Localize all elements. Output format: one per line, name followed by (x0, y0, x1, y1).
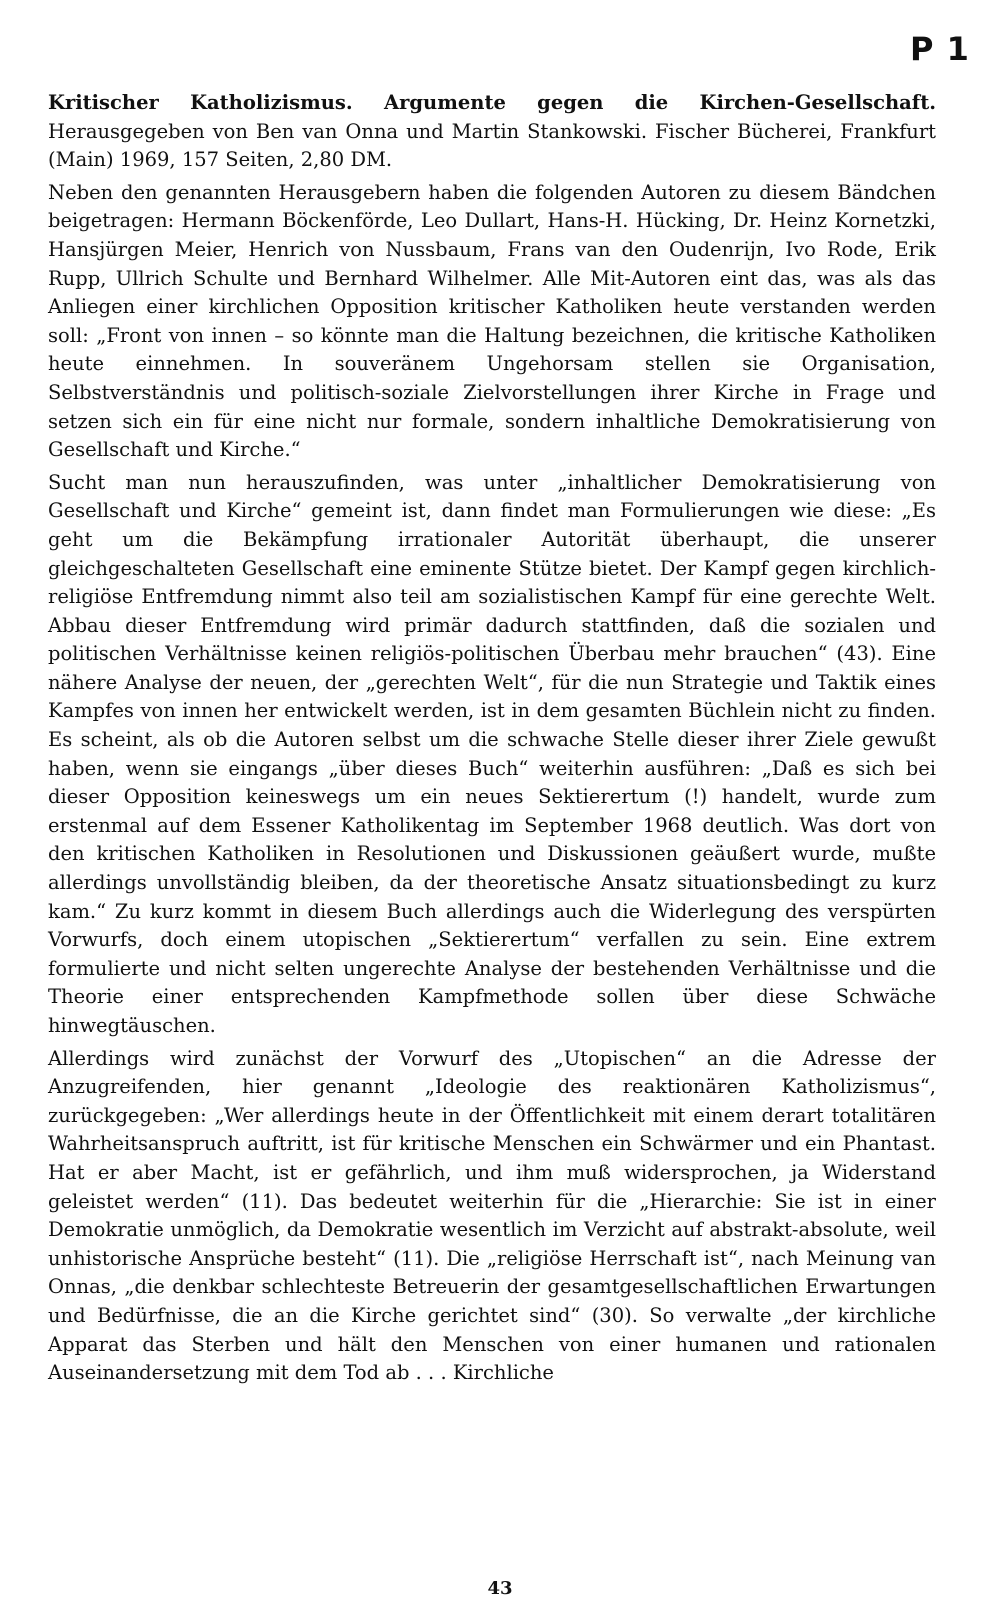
page-number: 43 (487, 1578, 513, 1599)
paragraph-democratization: Sucht man nun herauszufinden, was unter „inhaltlicher Demokratisierung von Gesellschaft und Kirche“ gemeint ist, dann findet man Formulierungen wie diese: „Es geht um die Bekämpfung irrationaler Autorität überhaupt, die unserer gleichgeschalteten Gesellschaft eine eminente Stütze bietet. Der Kampf gegen kirchlich-religiöse Entfremdung nimmt also teil am sozialistischen Kampf für eine gerechte Welt. Abbau dieser Entfremdung wird primär dadurch stattfinden, daß die sozialen und politischen Verhältnisse keinen religiös-politischen Überbau mehr brauchen“ (43). Eine nähere Analyse der neuen, der „gerechten Welt“, für die nun Strategie und Taktik eines Kampfes von innen her entwickelt werden, ist in dem gesamten Büchlein nicht zu finden. Es scheint, als ob die Autoren selbst um die schwache Stelle dieser ihrer Ziele gewußt haben, wenn sie eingangs „über dieses Buch“ weiterhin ausführen: „Daß es sich bei dieser Opposition keineswegs um ein neues Sektierertum (!) handelt, wurde zum erstenmal auf dem Essener Katholikentag im September 1968 deutlich. Was dort von den kritischen Katholiken in Resolutionen und Diskussionen geäußert wurde, mußte allerdings unvollständig bleiben, da der theoretische Ansatz situationsbedingt zu kurz kam.“ Zu kurz kommt in diesem Buch allerdings auch die Widerlegung des verspürten Vorwurfs, doch einem utopischen „Sektierertum“ verfallen zu sein. Eine extrem formulierte und nicht selten ungerechte Analyse der bestehenden Verhältnisse und die Theorie einer entsprechenden Kampfmethode sollen über diese Schwäche hinwegtäuschen. (48, 470, 936, 1037)
book-title: Kritischer Katholizismus. Argumente gegen die Kirchen-Gesellschaft. (48, 91, 936, 114)
review-body (48, 89, 936, 1392)
paragraph-utopian-reproach: Allerdings wird zunächst der Vorwurf des „Utopischen“ an die Adresse der Anzugreifenden, hier genannt „Ideologie des reaktionären Katholizismus“, zurückgegeben: „Wer allerdings heute in der Öffentlichkeit mit einem derart totalitären Wahrheitsanspruch auftritt, ist für kritische Menschen ein Schwärmer und ein Phantast. Hat er aber Macht, ist er gefährlich, und ihm muß widersprochen, ja Widerstand geleistet werden“ (11). Das bedeutet weiterhin für die „Hierarchie: Sie ist in einer Demokratie unmöglich, da Demokratie wesentlich im Verzicht auf abstrakt-absolute, weil unhistorische Ansprüche besteht“ (11). Die „religiöse Herrschaft ist“, nach Meinung van Onnas, „die denkbar schlechteste Betreuerin der gesamtgesellschaftlichen Erwartungen und Bedürfnisse, die an die Kirche gerichtet sind“ (30). So verwalte „der kirchliche Apparat das Sterben und hält den Menschen von einer humanen und rationalen Auseinandersetzung mit dem Tod ab . . . Kirchliche (48, 1046, 936, 1385)
page-marker: P 1 (910, 30, 970, 68)
paragraph-authors: Neben den genannten Herausgebern haben die folgenden Autoren zu diesem Bändchen beigetragen: Hermann Böckenförde, Leo Dullart, Hans-H. Hücking, Dr. Heinz Kornetzki, Hansjürgen Meier, Henrich von Nussbaum, Frans van den Oudenrijn, Ivo Rode, Erik Rupp, Ullrich Schulte und Bernhard Wilhelmer. Alle Mit-Autoren eint das, was als das Anliegen einer kirchlichen Opposition kritischer Katholiken heute verstanden werden soll: „Front von innen – so könnte man die Haltung bezeichnen, die kritische Katholiken heute einnehmen. In souveränem Ungehorsam stellen sie Organisation, Selbstverständnis und politisch-soziale Zielvorstellungen ihrer Kirche in Frage und setzen sich ein für eine nicht nur formale, sondern inhaltliche Demokratisierung von Gesellschaft und Kirche.“ (48, 180, 936, 462)
book-citation: Herausgegeben von Ben van Onna und Martin Stankowski. Fischer Bücherei, Frankfurt (Main) 1969, 157 Seiten, 2,80 DM. (48, 119, 936, 172)
review-citation-paragraph (48, 89, 936, 175)
